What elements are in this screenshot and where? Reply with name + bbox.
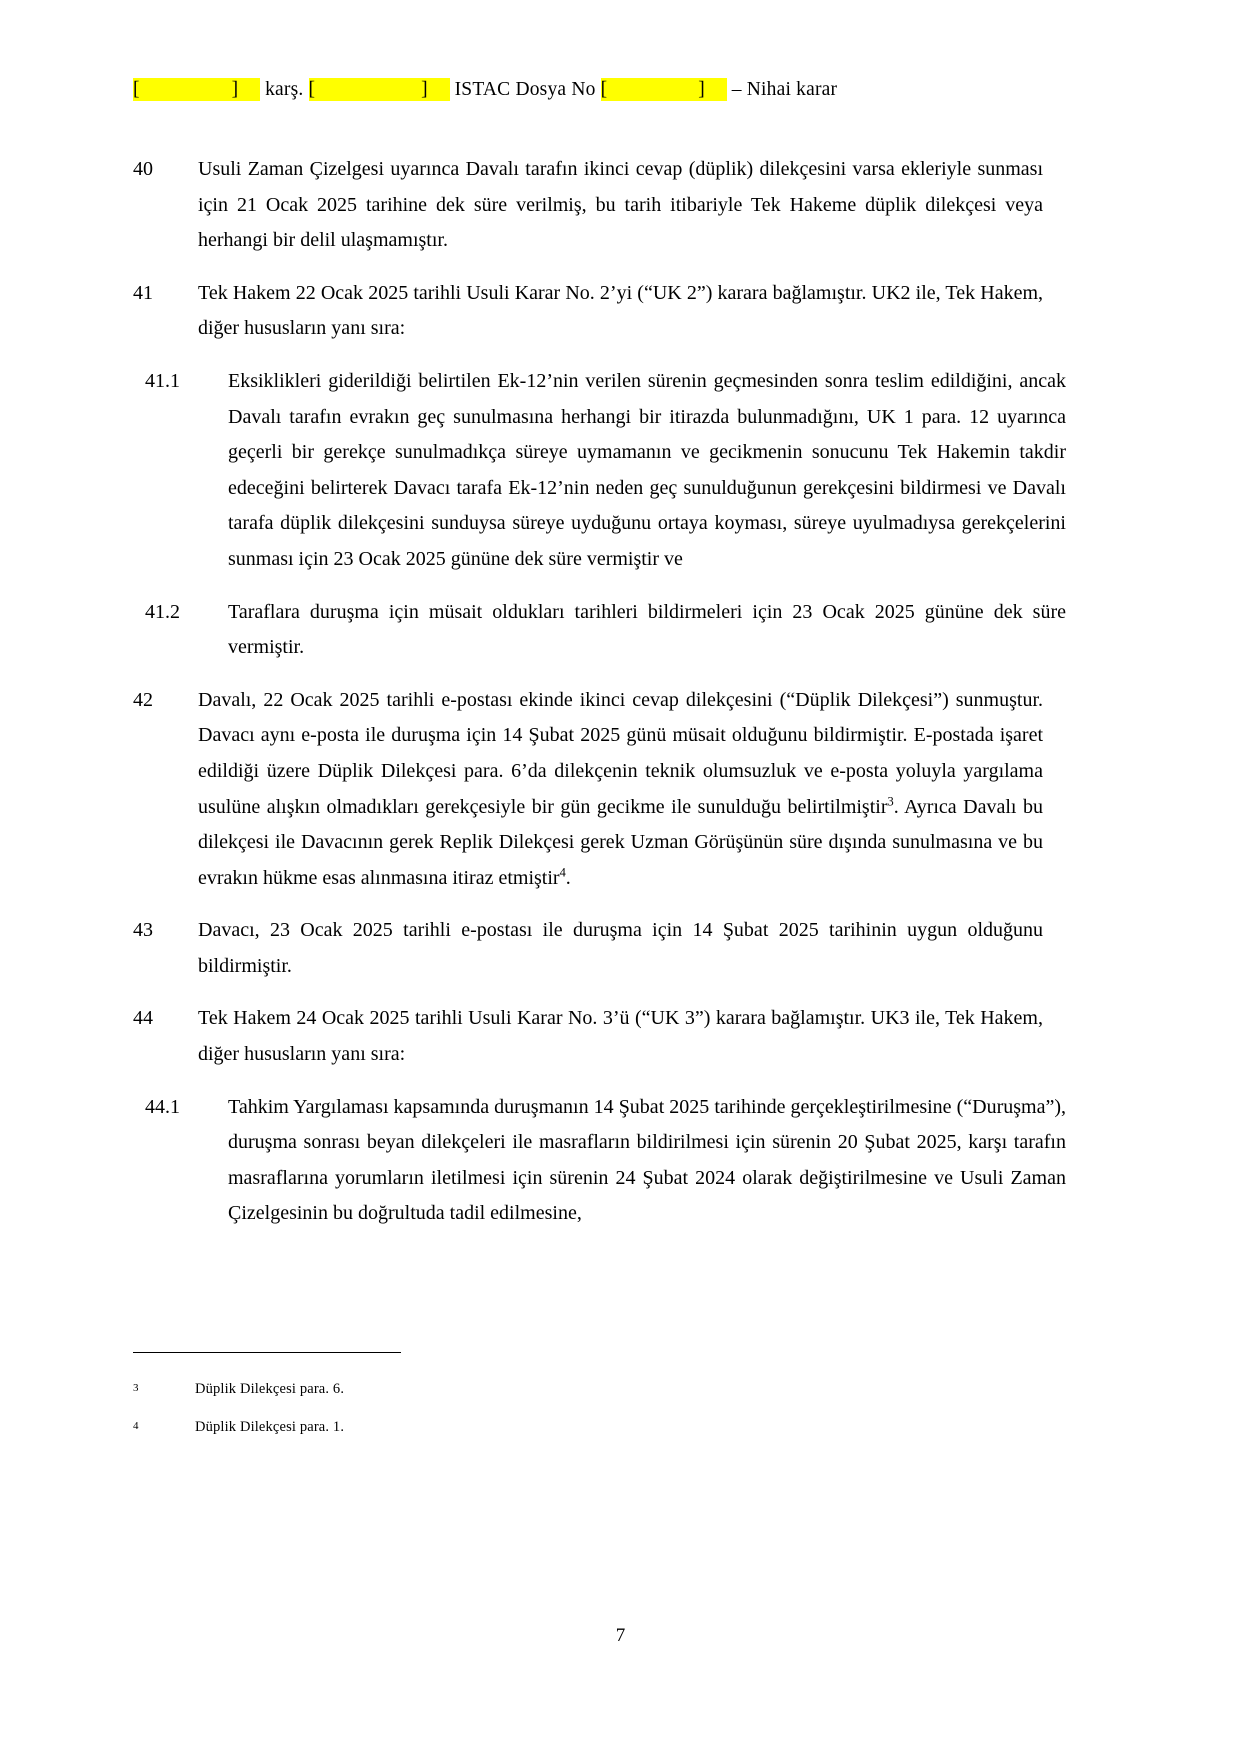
- footnote-3: [133, 1379, 1108, 1401]
- paragraph-42-segment-1: Davalı, 22 Ocak 2025 tarihli e-postası ekinde ikinci cevap dilekçesini (“Düplik Dilekçesi”) sunmuştur. Davacı aynı e-posta ile duruşma için 14 Şubat 2025 günü müsait olduğunu bildirmiştir. E-postada işaret edildiği üzere Düplik Dilekçesi para. 6’da dilekçenin teknik olumsuzluk ve e-posta yoluyla yargılama usulüne alışkın olmadıkları gerekçesiyle bir gün gecikme ile sunulduğu belirtilmiştir: [198, 688, 1043, 818]
- bracket-close-3: ]: [698, 79, 705, 100]
- redaction-box-claimant: [133, 78, 260, 101]
- paragraph-44-1: [133, 1090, 1108, 1232]
- paragraph-text-41-2: Taraflara duruşma için müsait oldukları tarihleri bildirmeleri için 23 Ocak 2025 gününe dek süre vermiştir.: [228, 600, 1066, 659]
- footnote-number-4: 4: [133, 1419, 139, 1432]
- paragraph-number-44-1: 44.1: [145, 1095, 180, 1118]
- paragraph-number-41-2: 41.2: [145, 600, 180, 623]
- paragraph-number-40: 40: [133, 158, 153, 180]
- bracket-open-1: [: [133, 79, 140, 100]
- paragraph-number-41: 41: [133, 281, 153, 304]
- footnote-ref-3[interactable]: 3: [887, 793, 894, 808]
- paragraph-number-41-1: 41.1: [145, 369, 180, 392]
- page-number: 7: [615, 1625, 626, 1646]
- paragraph-41: [133, 276, 1108, 347]
- header-case-no-label: ISTAC Dosya No: [449, 79, 601, 100]
- paragraph-number-42: 42: [133, 688, 153, 711]
- bracket-close-1: ]: [231, 79, 239, 100]
- paragraph-text-44-1: Tahkim Yargılaması kapsamında duruşmanın 14 Şubat 2025 tarihinde gerçekleştirilmesine (“Duruşma”), duruşma sonrası beyan dilekçeleri ile masrafların bildirilmesi için sürenin 20 Şubat 2025, karşı tarafın masraflarına yorumların iletilmesi için sürenin 24 Şubat 2024 olarak değiştirilmesine ve Usuli Zaman Çizelgesinin bu doğrultuda tadil edilmesine,: [228, 1095, 1066, 1225]
- paragraph-text-44: Tek Hakem 24 Ocak 2025 tarihli Usuli Karar No. 3’ü (“UK 3”) karara bağlamıştır. UK3 ile, Tek Hakem, diğer hususların yanı sıra:: [198, 1007, 1043, 1066]
- footnote-separator-rule: [133, 1352, 401, 1353]
- footnote-text-4: Düplik Dilekçesi para. 1.: [195, 1418, 345, 1435]
- paragraph-number-44: 44: [133, 1007, 153, 1030]
- footnote-area: [133, 1352, 1108, 1455]
- paragraph-number-43: 43: [133, 919, 153, 942]
- footnote-text-3: Düplik Dilekçesi para. 6.: [195, 1381, 345, 1397]
- paragraph-text-41: Tek Hakem 22 Ocak 2025 tarihli Usuli Karar No. 2’yi (“UK 2”) karara bağlamıştır. UK2 ile, Tek Hakem, diğer hususların yanı sıra:: [198, 281, 1043, 340]
- paragraph-41-2: [133, 595, 1108, 666]
- document-body: [133, 152, 1108, 1249]
- bracket-open-3: [: [600, 79, 608, 100]
- redaction-box-case-number: [601, 78, 727, 101]
- footnote-4: [133, 1417, 1108, 1439]
- paragraph-40: [133, 152, 1108, 259]
- paragraph-42: [133, 683, 1108, 897]
- header-separator-versus: karş.: [260, 79, 309, 100]
- footnote-number-3: 3: [133, 1382, 139, 1394]
- paragraph-42-segment-2: . Ayrıca Davalı bu dilekçesi ile Davacının gerek Replik Dilekçesi gerek Uzman Görüşünün süre dışında sunulmasına ve bu evrakın hükme esas alınmasına itiraz etmiştir: [198, 795, 1043, 889]
- paragraph-text-40: Usuli Zaman Çizelgesi uyarınca Davalı tarafın ikinci cevap (düplik) dilekçesini varsa ekleriyle sunması için 21 Ocak 2025 tarihine dek süre verilmiş, bu tarih itibariyle Tek Hakeme düplik dilekçesi veya herhangi bir delil ulaşmamıştır.: [198, 158, 1043, 252]
- document-header: [133, 78, 1108, 101]
- paragraph-text-42: [198, 683, 1043, 897]
- paragraph-43: [133, 913, 1108, 984]
- paragraph-44: [133, 1001, 1108, 1072]
- header-suffix-final-award: – Nihai karar: [726, 79, 838, 100]
- redaction-box-respondent: [309, 78, 450, 101]
- paragraph-text-41-1: Eksiklikleri giderildiği belirtilen Ek-12’nin verilen sürenin geçmesinden sonra teslim edildiğini, ancak Davalı tarafın evrakın geç sunulmasına herhangi bir itirazda bulunmadığını, UK 1 para. 12 uyarınca geçerli bir gerekçe sunulmadıkça süreye uymamanın ve gecikmenin sonucunu Tek Hakemin takdir edeceğini belirterek Davacı tarafa Ek-12’nin neden geç sunulduğunun gerekçesini bildirmesi ve Davalı tarafa düplik dilekçesini sunduysa süreye uyduğunu ortaya koyması, süreye uyulmadıysa gerekçelerini sunması için 23 Ocak 2025 gününe dek süre vermiştir ve: [228, 369, 1066, 570]
- paragraph-text-43: Davacı, 23 Ocak 2025 tarihli e-postası ile duruşma için 14 Şubat 2025 tarihinin uygun olduğunu bildirmiştir.: [198, 919, 1043, 977]
- bracket-open-2: [: [308, 79, 316, 100]
- paragraph-42-segment-3: .: [565, 866, 571, 889]
- footnote-ref-4[interactable]: 4: [559, 865, 566, 880]
- bracket-close-2: ]: [421, 79, 428, 100]
- paragraph-41-1: [133, 364, 1108, 578]
